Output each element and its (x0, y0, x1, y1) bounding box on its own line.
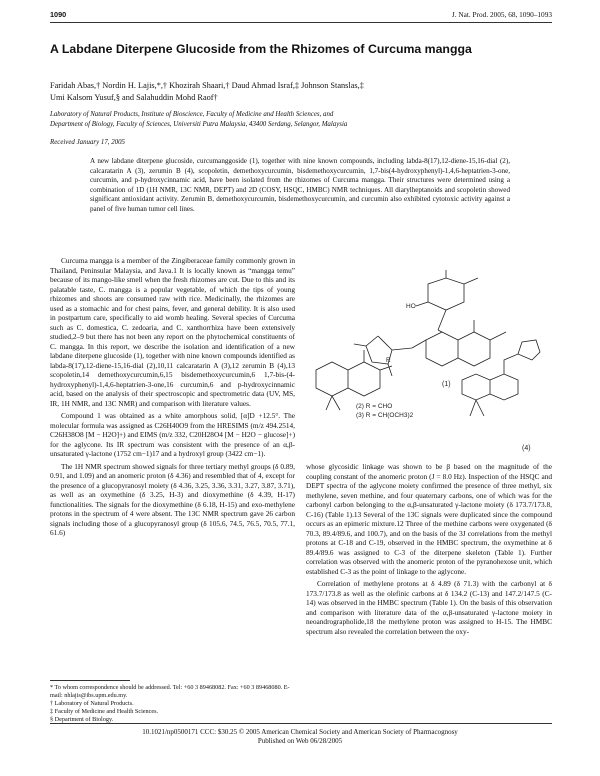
doi-line: 10.1021/np0500171 CCC: $30.25 © 2005 American Chemical Society and American Society of Pharmacognosy (142, 728, 458, 736)
footnote-rule (50, 680, 130, 681)
affiliation (50, 110, 560, 130)
author-line-1: Faridah Abas,† Nordin H. Lajis,*,† Khozirah Shaari,† Daud Ahmad Israf,‡ Johnson Stanslas,‡ (50, 81, 364, 90)
author-line-2: Umi Kalsom Yusuf,§ and Salahuddin Mohd Raof† (50, 93, 218, 102)
abstract: A new labdane diterpene glucoside, curcumanggoside (1), together with nine known compounds, including labda-8(17),12-diene-15,16-dial (2), calcaratarin A (3), zerumin B (4), scopoletin, demethoxycurcumin, bisdemethoxycurcumin, 1,7-bis(4-hydroxyphenyl)-1,4,6-heptatrien-3-one, curcumin, and p-hydroxycinnamic acid, have been isolated from the rhizomes of Curcuma mangga. Their structures were determined using a combination of 1D (1H NMR, 13C NMR, DEPT) and 2D (COSY, HSQC, HMBC) NMR techniques. All diarylheptanoids and scopoletin showed significant antioxidant activity. Zerumin B, demethoxycurcumin, bisdemethoxycurcumin, and curcumin also exhibited cytotoxic activity against a panel of five human tumor cell lines. (90, 157, 510, 213)
affiliation-line-1: Laboratory of Natural Products, Institute of Bioscience, Faculty of Medicine and Health Sciences, and (50, 111, 334, 118)
article-title: A Labdane Diterpene Glucoside from the Rhizomes of Curcuma mangga (50, 42, 472, 56)
hydroxyl-label: HO (406, 303, 416, 310)
paragraph-nmr: The 1H NMR spectrum showed signals for three tertiary methyl groups (δ 0.89, 0.91, and 1.09) and an anomeric proton (δ 4.36) and resembled that of 4, except for the presence of a glucopyranosyl moiety (δ 4.36, 3.25, 3.36, 3.31, 3.27, 3.87, 3.71), as well as an oxymethine (δ 3.25, H-3) and dioxymethine (δ 4.39, H-17) functionalities. The signals for the dioxymethine (δ 6.18, H-15) and exo-methylene protons in the spectrum of 4 were absent. The 13C NMR spectrum gave 26 carbon signals including those of a glucopyranosyl group (δ 105.6, 74.5, 76.5, 70.5, 77.1, 61.6) (50, 461, 295, 537)
publication-date: Published on Web 06/28/2005 (257, 737, 343, 745)
paragraph-glycosidic-linkage: whose glycosidic linkage was shown to be β based on the magnitude of the coupling constant of the anomeric proton (J = 8.0 Hz). Inspection of the HSQC and DEPT spectra of the aglycone moiety confirmed the presence of three methyl, six methylene, seven methine, and four quaternary carbons, one of which was for the carbonyl carbon belonging to the α,β-unsaturated γ-lactone moiety (δ 173.7/173.8, C-16) (Table 1).13 Several of the 13C signals were duplicated since the compound occurs as an epimeric mixture.12 Three of the methine carbons were oxygenated (δ 70.3, 89.4/89.6, and 100.7), and on the basis of the 3J correlations from the methyl protons at C-18 and C-19, observed in the HMBC spectrum, the oxymethine at δ 89.4/89.6 was assigned to C-3 of the diterpene skeleton (Table 1). Further correlation was observed with the anomeric proton of the pyranohexose unit, which established C-3 as the point of linkage to the aglycone. (306, 462, 552, 576)
footnote-faculty: ‡ Faculty of Medicine and Health Sciences. (50, 708, 159, 715)
left-column (50, 256, 295, 538)
journal-citation: J. Nat. Prod. 2005, 68, 1090–1093 (451, 10, 552, 19)
footnote-lab: † Laboratory of Natural Products. (50, 700, 134, 707)
received-date: Received January 17, 2005 (50, 139, 126, 146)
compound-4-label: (4) (522, 445, 531, 452)
compound-2-label: (2) R = CHO (356, 403, 393, 410)
affiliation-line-2: Department of Biology, Faculty of Sciences, Universiti Putra Malaysia, 43400 Serdang, Selangor, Malaysia (50, 121, 348, 128)
footer (40, 728, 560, 746)
chemical-structures-figure (296, 270, 556, 454)
footnote-department: § Department of Biology. (50, 716, 114, 723)
author-list (50, 80, 570, 104)
right-column (306, 462, 552, 636)
footnote-correspondence: * To whom correspondence should be addressed. Tel: +60 3 89468082. Fax: +60 3 89468080. E-mail: nhlajis@ibs.upm.edu.my. (50, 684, 290, 699)
r-group-label: R (386, 357, 391, 364)
header-rule (50, 22, 552, 23)
footer-rule (50, 723, 552, 724)
footnotes (50, 684, 295, 724)
page-number: 1090 (50, 10, 67, 19)
paragraph-compound-1: Compound 1 was obtained as a white amorphous solid, [α]D +12.5°. The molecular formula was assigned as C26H40O9 from the HRESIMS (m/z 494.2514, C26H38O8 [M − H2O]+) and EIMS (m/z 332, C20H28O4 [M − H2O − glucose]+) for the aglycone. Its IR spectrum was consistent with the presence of an α,β-unsaturated γ-lactone (1752 cm−1)17 and a hydroxyl group (3422 cm−1). (50, 411, 295, 458)
paragraph-hmbc-correlation: Correlation of methylene protons at δ 4.89 (δ 71.3) with the carbonyl at δ 173.7/173.8 as well as the olefinic carbons at δ 134.2 (C-13) and 147.2/147.5 (C-14) was observed in the HMBC spectrum (Table 1). On the basis of this observation and comparison with literature data of the α,β-unsaturated γ-lactone moiety in neoandrographolide,18 the methylene proton was assigned to H-15. The HMBC spectrum also revealed the correlation between the oxy- (306, 579, 552, 636)
compound-3-label: (3) R = CH(OCH3)2 (356, 412, 414, 419)
paragraph-introduction: Curcuma mangga is a member of the Zingiberaceae family commonly grown in Thailand, Peninsular Malaysia, and Java.1 It is locally known as “mangga temu” because of its mango-like smell when the fresh rhizomes are cut. Due to this and its palatable taste, C. mangga is a popular vegetable, of which the tips of young rhizomes and shoots are consumed raw with rice. Medicinally, the rhizomes are used as a stomachic and for chest pains, fever, and general debility. It is also used in postpartum care, specifically to aid womb healing. Several species of Curcuma such as C. domestica, C. zedoaria, and C. xanthorrhiza have been extensively studied,2–9 but there has not been any report on the phytochemical constituents of C. mangga. In this report, we describe the isolation and identification of a new labdane diterpene glucoside (1), together with nine known compounds identified as labda-8(17),12-diene-15,16-dial (2),10,11 calcaratarin A (3),12 zerumin B (4),13 scopoletin,14 demethoxycurcumin,6,15 bisdemethoxycurcumin,6 1,7-bis-(4-hydroxyphenyl)-1,4,6-heptatrien-3-one,16 curcumin,6 and p-hydroxycinnamic acid, based on the analysis of their spectroscopic and spectrometric data (UV, MS, IR, 1H NMR, and 13C NMR) and comparison with literature values. (50, 256, 295, 408)
compound-1-label: (1) (442, 381, 451, 388)
